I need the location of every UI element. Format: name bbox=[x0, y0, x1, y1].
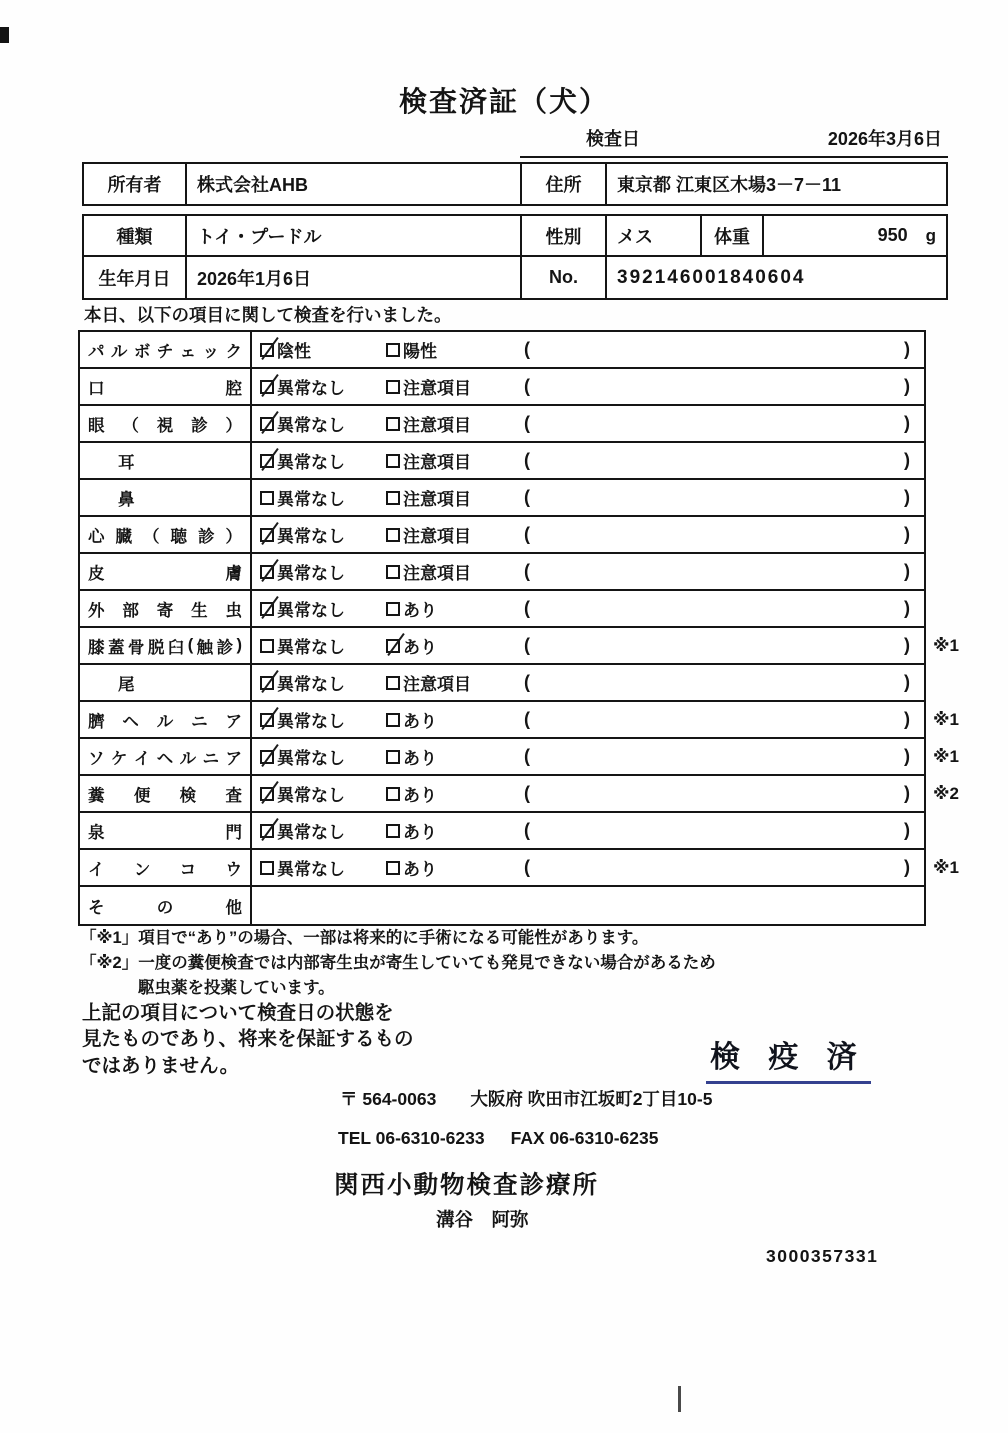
checkbox-icon bbox=[260, 491, 274, 505]
row-note bbox=[924, 480, 933, 515]
checkbox-icon bbox=[386, 787, 400, 801]
checkbox-icon bbox=[260, 713, 274, 727]
checkbox-icon bbox=[260, 787, 274, 801]
option-label: 注意項目 bbox=[403, 490, 471, 509]
inspection-row bbox=[80, 702, 959, 739]
row-note bbox=[924, 406, 933, 441]
inspection-date-value: 2026年3月6日 bbox=[827, 129, 942, 149]
remarks-parentheses bbox=[520, 709, 924, 730]
paren-close: ) bbox=[904, 413, 910, 433]
checkbox-icon bbox=[386, 417, 400, 431]
checkbox-icon bbox=[260, 417, 274, 431]
inspection-row bbox=[80, 776, 959, 813]
option-1 bbox=[260, 818, 386, 843]
inspection-item-label: 泉 門 bbox=[80, 813, 252, 848]
paren-open: ( bbox=[524, 783, 530, 803]
clinic-contact-line bbox=[338, 1128, 658, 1149]
paren-close: ) bbox=[904, 857, 910, 877]
page-title: 検査済証（犬） bbox=[398, 86, 609, 117]
scan-artifact-left bbox=[0, 27, 9, 43]
option-1 bbox=[260, 670, 386, 695]
option-label: 異常なし bbox=[277, 453, 345, 472]
paren-close: ) bbox=[904, 524, 910, 544]
remarks-parentheses bbox=[520, 783, 924, 804]
option-2 bbox=[386, 707, 520, 732]
clinic-name: 関西小動物検査診療所 bbox=[334, 1172, 599, 1199]
weight-number: 950 bbox=[877, 225, 908, 245]
paren-open: ( bbox=[524, 598, 530, 618]
inspection-date-label: 検査日 bbox=[586, 129, 640, 149]
paren-open: ( bbox=[524, 524, 530, 544]
option-2 bbox=[386, 744, 520, 769]
inspection-item-label: パ ル ボ チ ェ ッ ク bbox=[80, 332, 252, 367]
checkbox-icon bbox=[260, 343, 274, 357]
inspection-item-label: 臍 ヘ ル ニ ア bbox=[80, 702, 252, 737]
row-note: ※1 bbox=[933, 635, 959, 655]
footnotes bbox=[80, 926, 716, 1000]
option-label: あり bbox=[403, 823, 437, 842]
checkbox-icon bbox=[386, 713, 400, 727]
checkbox-icon bbox=[260, 750, 274, 764]
paren-open: ( bbox=[524, 746, 530, 766]
option-label: 注意項目 bbox=[403, 527, 471, 546]
serial-number: 3000357331 bbox=[766, 1246, 879, 1266]
row-note bbox=[924, 369, 933, 404]
remarks-parentheses bbox=[520, 450, 924, 471]
clinic-postal-line bbox=[340, 1086, 712, 1111]
option-1 bbox=[260, 744, 386, 769]
clinic-address: 大阪府 吹田市江坂町2丁目10-5 bbox=[470, 1089, 713, 1109]
inspection-row bbox=[80, 887, 924, 924]
option-label: 異常なし bbox=[277, 527, 345, 546]
option-1 bbox=[260, 559, 386, 584]
option-label: 異常なし bbox=[277, 712, 345, 731]
checkbox-icon bbox=[260, 602, 274, 616]
option-2 bbox=[386, 855, 520, 880]
option-1 bbox=[260, 522, 386, 547]
inspection-item-label: 口 腔 bbox=[80, 369, 252, 404]
paren-close: ) bbox=[904, 783, 910, 803]
option-2 bbox=[386, 448, 520, 473]
inspection-item-label: 外 部 寄 生 虫 bbox=[80, 591, 252, 626]
checkbox-icon bbox=[260, 528, 274, 542]
remarks-parentheses bbox=[520, 857, 924, 878]
inspection-item-label: 膝 蓋 骨 脱 臼 ( 触 診 ) bbox=[80, 628, 252, 663]
option-label: あり bbox=[403, 786, 437, 805]
birthdate-label: 生年月日 bbox=[84, 257, 187, 298]
checkbox-icon bbox=[260, 861, 274, 875]
option-label: あり bbox=[403, 638, 437, 657]
paren-open: ( bbox=[524, 709, 530, 729]
option-2 bbox=[386, 633, 520, 658]
checkbox-icon bbox=[260, 676, 274, 690]
inspection-row bbox=[80, 665, 924, 702]
option-label: 異常なし bbox=[277, 564, 345, 583]
sex-label: 性別 bbox=[522, 216, 607, 257]
number-label: No. bbox=[522, 257, 607, 298]
inspection-row-content bbox=[252, 517, 924, 552]
checkbox-icon bbox=[386, 861, 400, 875]
inspection-item-label: 皮 膚 bbox=[80, 554, 252, 589]
inspection-row-content bbox=[252, 776, 924, 811]
paren-close: ) bbox=[904, 820, 910, 840]
inspection-row bbox=[80, 591, 924, 628]
option-label: あり bbox=[403, 601, 437, 620]
footnote-2-continued: 駆虫薬を投薬しています。 bbox=[138, 978, 335, 997]
option-label: 陽性 bbox=[403, 342, 437, 361]
paren-open: ( bbox=[524, 487, 530, 507]
option-2 bbox=[386, 522, 520, 547]
option-1 bbox=[260, 781, 386, 806]
checkbox-icon bbox=[260, 380, 274, 394]
paren-close: ) bbox=[904, 339, 910, 359]
inspection-row bbox=[80, 517, 924, 554]
inspection-table bbox=[78, 330, 959, 926]
paren-close: ) bbox=[904, 450, 910, 470]
inspection-row-content bbox=[252, 702, 924, 737]
disclaimer-line-2: 見たものであり、将来を保証するもの bbox=[82, 1028, 414, 1051]
inspection-row-content bbox=[252, 332, 924, 367]
number-value: 392146001840604 bbox=[617, 266, 806, 288]
option-label: 異常なし bbox=[277, 675, 345, 694]
remarks-parentheses bbox=[520, 376, 924, 397]
option-label: 注意項目 bbox=[403, 675, 471, 694]
checkbox-icon bbox=[260, 639, 274, 653]
clinic-tel: TEL 06-6310-6233 bbox=[338, 1128, 485, 1148]
remarks-parentheses bbox=[520, 413, 924, 434]
inspection-row bbox=[80, 739, 959, 776]
option-2 bbox=[386, 596, 520, 621]
option-2 bbox=[386, 559, 520, 584]
row-note bbox=[924, 517, 933, 552]
remarks-parentheses bbox=[520, 672, 924, 693]
checkbox-icon bbox=[386, 639, 400, 653]
option-1 bbox=[260, 633, 386, 658]
inspection-row-content bbox=[252, 406, 924, 441]
inspection-row bbox=[80, 406, 924, 443]
option-2 bbox=[386, 337, 520, 362]
option-2 bbox=[386, 411, 520, 436]
checkbox-icon bbox=[386, 491, 400, 505]
option-1 bbox=[260, 337, 386, 362]
remarks-parentheses bbox=[520, 487, 924, 508]
address-label: 住所 bbox=[522, 164, 607, 204]
option-1 bbox=[260, 411, 386, 436]
row-note bbox=[924, 591, 933, 626]
weight-unit: g bbox=[925, 225, 936, 245]
inspection-row-content bbox=[252, 813, 924, 848]
checkbox-icon bbox=[386, 824, 400, 838]
paren-open: ( bbox=[524, 857, 530, 877]
owner-table bbox=[82, 162, 948, 206]
weight-label: 体重 bbox=[702, 216, 764, 257]
clinic-person: 溝谷 阿弥 bbox=[436, 1209, 529, 1230]
remarks-parentheses bbox=[520, 339, 924, 360]
option-label: 陰性 bbox=[277, 342, 311, 361]
paren-close: ) bbox=[904, 635, 910, 655]
row-note bbox=[924, 554, 933, 589]
inspection-row-content bbox=[252, 850, 924, 885]
disclaimer bbox=[82, 1000, 414, 1079]
remarks-parentheses bbox=[520, 635, 924, 656]
option-label: 注意項目 bbox=[403, 379, 471, 398]
paren-close: ) bbox=[904, 487, 910, 507]
option-1 bbox=[260, 448, 386, 473]
inspection-row bbox=[80, 443, 924, 480]
row-note bbox=[924, 665, 933, 700]
row-note bbox=[924, 813, 933, 848]
inspection-row bbox=[80, 554, 924, 591]
paren-close: ) bbox=[904, 376, 910, 396]
inspection-item-label: ソ ケ イ ヘ ル ニ ア bbox=[80, 739, 252, 774]
option-label: あり bbox=[403, 749, 437, 768]
row-note: ※2 bbox=[933, 783, 959, 803]
checkbox-icon bbox=[386, 565, 400, 579]
option-2 bbox=[386, 818, 520, 843]
paren-open: ( bbox=[524, 376, 530, 396]
checkbox-icon bbox=[386, 750, 400, 764]
breed-value: トイ・プードル bbox=[187, 216, 522, 257]
option-label: 異常なし bbox=[277, 860, 345, 879]
paren-open: ( bbox=[524, 820, 530, 840]
paren-close: ) bbox=[904, 746, 910, 766]
inspection-row bbox=[80, 628, 959, 665]
option-label: 異常なし bbox=[277, 749, 345, 768]
option-label: 異常なし bbox=[277, 601, 345, 620]
row-note: ※1 bbox=[933, 709, 959, 729]
checkbox-icon bbox=[260, 454, 274, 468]
checkbox-icon bbox=[386, 454, 400, 468]
checkbox-icon bbox=[386, 528, 400, 542]
inspection-date-row bbox=[520, 128, 948, 158]
option-1 bbox=[260, 596, 386, 621]
remarks-parentheses bbox=[520, 561, 924, 582]
inspection-row bbox=[80, 850, 959, 887]
inspection-row bbox=[80, 332, 924, 369]
pet-table bbox=[82, 214, 948, 300]
checkbox-icon bbox=[386, 676, 400, 690]
remarks-parentheses bbox=[520, 820, 924, 841]
inspection-row-content bbox=[252, 628, 924, 663]
inspection-row bbox=[80, 480, 924, 517]
inspection-item-label: そ の 他 bbox=[80, 887, 252, 924]
inspection-row-content bbox=[252, 739, 924, 774]
remarks-parentheses bbox=[520, 598, 924, 619]
checkbox-icon bbox=[386, 602, 400, 616]
option-label: 注意項目 bbox=[403, 564, 471, 583]
option-2 bbox=[386, 670, 520, 695]
row-note bbox=[924, 332, 933, 367]
inspection-item-label: 耳 bbox=[80, 443, 252, 478]
paren-close: ) bbox=[904, 561, 910, 581]
checkbox-icon bbox=[386, 380, 400, 394]
disclaimer-line-3: ではありません。 bbox=[82, 1054, 240, 1077]
checkbox-icon bbox=[386, 343, 400, 357]
clinic-postal-code: 〒 564-0063 bbox=[340, 1089, 437, 1109]
option-2 bbox=[386, 781, 520, 806]
inspection-item-label: 糞 便 検 査 bbox=[80, 776, 252, 811]
option-label: 異常なし bbox=[277, 490, 345, 509]
row-note bbox=[924, 887, 933, 924]
option-label: 異常なし bbox=[277, 638, 345, 657]
paren-open: ( bbox=[524, 450, 530, 470]
inspection-row-content bbox=[252, 480, 924, 515]
paren-open: ( bbox=[524, 561, 530, 581]
row-note bbox=[924, 443, 933, 478]
option-label: 異常なし bbox=[277, 823, 345, 842]
paren-close: ) bbox=[904, 598, 910, 618]
paren-open: ( bbox=[524, 635, 530, 655]
option-2 bbox=[386, 374, 520, 399]
option-label: 注意項目 bbox=[403, 416, 471, 435]
remarks-parentheses bbox=[520, 746, 924, 767]
inspection-item-label: 鼻 bbox=[80, 480, 252, 515]
checkbox-icon bbox=[260, 565, 274, 579]
option-1 bbox=[260, 707, 386, 732]
option-2 bbox=[386, 485, 520, 510]
inspection-row-content bbox=[252, 554, 924, 589]
row-note: ※1 bbox=[933, 746, 959, 766]
inspection-row-content bbox=[252, 887, 924, 924]
breed-label: 種類 bbox=[84, 216, 187, 257]
weight-value bbox=[764, 216, 946, 257]
option-1 bbox=[260, 374, 386, 399]
checkbox-icon bbox=[260, 824, 274, 838]
option-label: あり bbox=[403, 860, 437, 879]
birthdate-value: 2026年1月6日 bbox=[187, 257, 522, 298]
inspection-row bbox=[80, 369, 924, 406]
scan-artifact-bottom bbox=[678, 1386, 681, 1412]
paren-close: ) bbox=[904, 709, 910, 729]
inspection-row bbox=[80, 813, 924, 850]
owner-label: 所有者 bbox=[84, 164, 187, 204]
paren-open: ( bbox=[524, 339, 530, 359]
footnote-1: 「※1」項目で“あり”の場合、一部は将来的に手術になる可能性があります。 bbox=[80, 929, 649, 947]
address-value: 東京都 江東区木場3－7－11 bbox=[617, 175, 842, 195]
inspection-item-label: 尾 bbox=[80, 665, 252, 700]
paren-open: ( bbox=[524, 413, 530, 433]
clinic-fax: FAX 06-6310-6235 bbox=[510, 1128, 659, 1148]
option-1 bbox=[260, 855, 386, 880]
option-label: 異常なし bbox=[277, 379, 345, 398]
quarantine-stamp: 検 疫 済 bbox=[706, 1032, 871, 1084]
inspection-row-content bbox=[252, 591, 924, 626]
row-note: ※1 bbox=[933, 857, 959, 877]
inspection-item-label: イ ン コ ウ bbox=[80, 850, 252, 885]
inspection-item-label: 眼 （ 視 診 ） bbox=[80, 406, 252, 441]
paren-close: ) bbox=[904, 672, 910, 692]
inspection-row-content bbox=[252, 665, 924, 700]
option-label: 異常なし bbox=[277, 786, 345, 805]
inspection-row-content bbox=[252, 369, 924, 404]
inspection-item-label: 心 臓 （ 聴 診 ） bbox=[80, 517, 252, 552]
sex-value: メス bbox=[607, 216, 702, 257]
remarks-parentheses bbox=[520, 524, 924, 545]
disclaimer-line-1: 上記の項目について検査日の状態を bbox=[82, 1002, 394, 1024]
option-label: あり bbox=[403, 712, 437, 731]
intro-text: 本日、以下の項目に関して検査を行いました。 bbox=[84, 305, 452, 325]
paren-open: ( bbox=[524, 672, 530, 692]
footnote-2: 「※2」一度の糞便検査では内部寄生虫が寄生していても発見できない場合があるため bbox=[80, 953, 716, 972]
option-1 bbox=[260, 485, 386, 510]
inspection-row-content bbox=[252, 443, 924, 478]
option-label: 注意項目 bbox=[403, 453, 471, 472]
owner-value: 株式会社AHB bbox=[187, 164, 522, 204]
option-label: 異常なし bbox=[277, 416, 345, 435]
